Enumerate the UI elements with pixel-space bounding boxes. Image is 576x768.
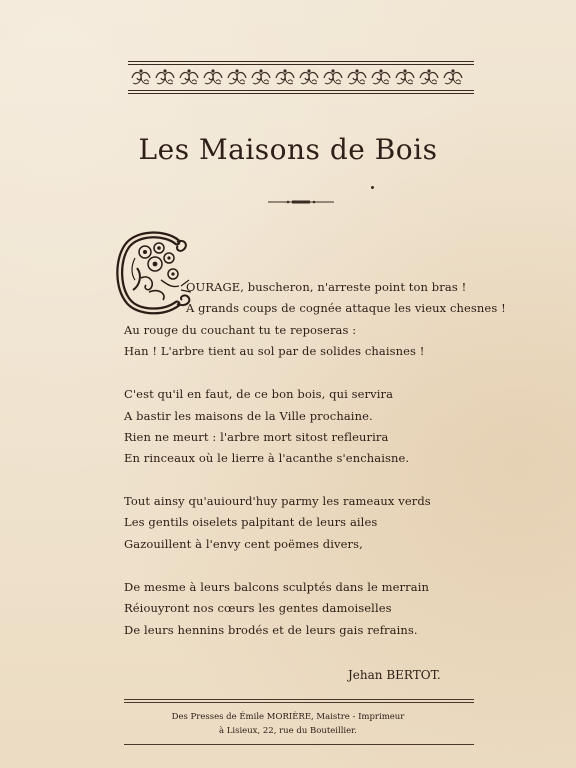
top-rule [128,61,474,62]
poem-line: En rinceaux où le lierre à l'acanthe s'enchaisne. [124,451,410,465]
top-rule [128,64,474,65]
poem-line: Gazouillent à l'envy cent poëmes divers, [124,537,363,551]
imprint-line: Des Presses de Émile MORIÈRE, Maistre - Imprimeur [171,712,405,722]
poem-line: De leurs hennins brodés et de leurs gais refrains. [124,623,418,637]
ink-dot [371,186,374,189]
poem-line: Les gentils oiselets palpitant de leurs ailes [124,515,378,529]
scroll-ornament-icon [128,67,474,89]
poem-line: Au rouge du couchant tu te reposeras : [124,323,357,337]
author-signature: Jehan BERTOT. [348,668,441,682]
top-rule [128,90,474,91]
dash-ornament-icon [268,199,334,205]
top-ornament-band [128,61,474,95]
poem-line: Rien ne meurt : l'arbre mort sitost refleurira [124,430,389,444]
bottom-rule [124,699,474,700]
imprint-line: à Lisieux, 22, rue du Bouteillier. [218,726,358,736]
poem-line: Réiouyront nos cœurs les gentes damoiselles [124,601,392,615]
poem-title: Les Maisons de Bois [138,133,438,166]
illuminated-initial-icon [115,230,197,316]
top-rule [128,93,474,94]
poem-line: De mesme à leurs balcons sculptés dans le merrain [124,580,429,594]
poem-line: OURAGE, buscheron, n'arreste point ton bras ! [186,280,467,294]
poem-line: Tout ainsy qu'auiourd'huy parmy les rameaux verds [124,494,431,508]
poem-line: Han ! L'arbre tient au sol par de solides chaisnes ! [124,344,425,358]
poem-line: A bastir les maisons de la Ville prochaine. [124,409,373,423]
poem-line: A grands coups de cognée attaque les vieux chesnes ! [186,301,506,315]
bottom-rule [124,702,474,703]
poem-line: C'est qu'il en faut, de ce bon bois, qui servira [124,387,394,401]
bottom-rule [124,744,474,745]
